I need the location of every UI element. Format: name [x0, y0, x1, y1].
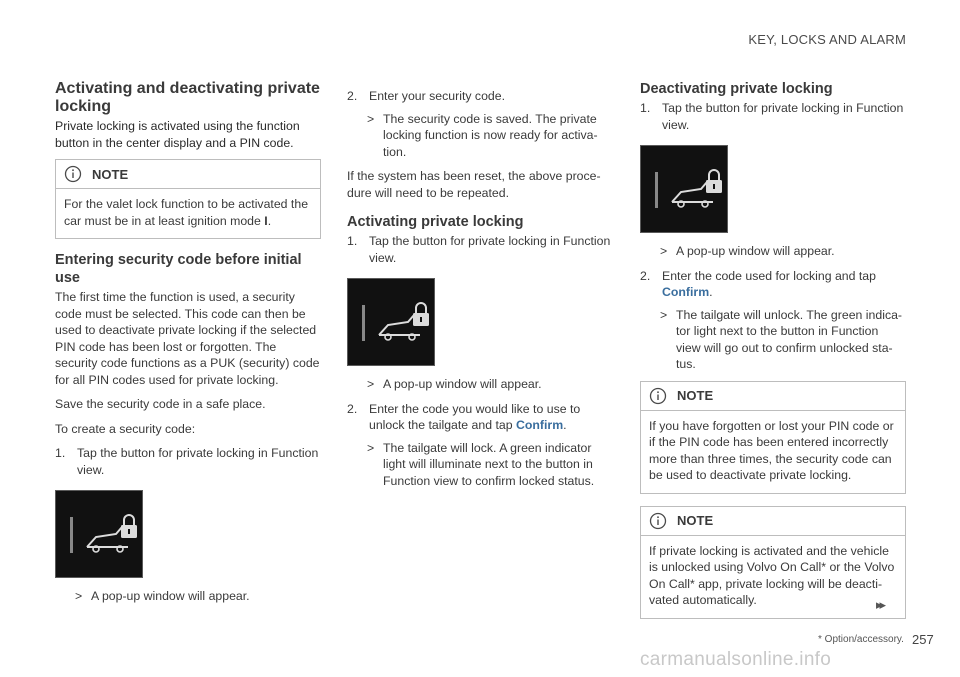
page-title	[55, 80, 321, 116]
result-arrow: >	[367, 440, 375, 455]
result-text: A pop-up window will appear.	[91, 589, 250, 603]
deactivate-step-1	[640, 100, 906, 133]
step-number: 1.	[55, 446, 66, 460]
step-number: 2.	[640, 268, 651, 283]
result-arrow: >	[660, 307, 668, 322]
step-1-result	[75, 588, 321, 605]
note-title: NOTE	[677, 388, 714, 403]
indicator-light	[362, 305, 365, 341]
activate-step-2	[347, 401, 613, 434]
result-text: The security code is saved. The private locking function is now ready for activa-tion.	[383, 111, 598, 159]
private-locking-button-image	[55, 490, 143, 578]
step-number: 1.	[640, 101, 651, 115]
step-text-post: .	[709, 285, 713, 299]
title-line-1: Activating and deactivating private	[55, 80, 320, 97]
note-box-valet	[55, 159, 321, 239]
step-number: 2.	[347, 89, 358, 103]
info-circle-icon	[649, 387, 667, 405]
tailgate-lock-icon	[376, 299, 432, 343]
indicator-light	[70, 517, 73, 553]
result-arrow: >	[367, 111, 375, 126]
deactivate-step-2-result	[660, 307, 906, 373]
step-text: Tap the button for private locking in Function view.	[369, 234, 611, 265]
note-text: For the valet lock function to be activated the car must be in at least ignition mode	[64, 197, 309, 228]
step-text	[369, 401, 613, 434]
step-text-post: .	[563, 418, 567, 432]
step-text-pre: Enter the code you would like to use to unlock the tailgate and tap	[369, 401, 581, 432]
note-title: NOTE	[92, 166, 129, 182]
private-locking-button-image	[347, 278, 435, 366]
confirm-label: Confirm	[516, 418, 564, 432]
column-right	[640, 80, 906, 631]
info-circle-icon	[649, 512, 667, 530]
note-title: NOTE	[677, 513, 714, 528]
result-arrow: >	[75, 589, 83, 603]
result-text: A pop-up window will appear.	[383, 377, 542, 391]
result-text: A pop-up window will appear.	[676, 244, 835, 258]
reset-text: If the system has been reset, the above proce-dure will need to be repeated.	[347, 169, 601, 200]
note-end: .	[267, 213, 272, 228]
result-arrow: >	[660, 244, 668, 258]
deactivating-heading: Deactivating private locking	[640, 81, 833, 97]
note-box-volvo-on-call	[640, 506, 906, 619]
activating-heading: Activating private locking	[347, 214, 524, 230]
activate-step-1-result	[367, 376, 613, 393]
step-number: 1.	[347, 234, 358, 248]
column-middle	[347, 88, 613, 497]
note-header	[56, 160, 320, 189]
step-2-result	[367, 111, 613, 161]
deactivate-step-2	[640, 268, 906, 301]
intro-text: Private locking is activated using the function button in the center display and a PIN code.	[55, 119, 300, 150]
tailgate-lock-icon	[84, 511, 140, 555]
save-text: Save the security code in a safe place.	[55, 397, 266, 411]
step-number: 2.	[347, 401, 358, 416]
step-text-pre: Enter the code used for locking and tap	[662, 268, 876, 283]
indicator-light	[655, 172, 658, 208]
step-text: Enter your security code.	[369, 89, 506, 103]
create-text: To create a security code:	[55, 421, 196, 436]
note-body: If private locking is activated and the vehicle is unlocked using Volvo On Call* or the Volvo On Call* app, private locking will be deacti-vated automatically.	[649, 543, 895, 607]
next-page-arrows-icon: ▸▸	[876, 597, 884, 612]
column-left	[55, 80, 321, 613]
note-header	[641, 507, 905, 536]
entering-text: The first time the function is used, a security code must be selected. This code can then be used to deactivate private locking if the selected PIN code has been lost or forgotten. The security code functions as a PUK (security) code for all PIN codes used for private locking.	[55, 290, 320, 387]
note-header	[641, 382, 905, 411]
info-circle-icon	[64, 165, 82, 183]
note-body	[56, 189, 320, 238]
deactivate-step-1-result	[660, 243, 906, 260]
result-text: The tailgate will unlock. The green indica-tor light next to the button in Function view will go out to confirm unlocked sta-tus.	[676, 307, 903, 371]
result-arrow: >	[367, 377, 375, 391]
activate-step-1	[347, 233, 613, 266]
page-number: 257	[912, 632, 934, 647]
ignition-mode: I	[264, 213, 268, 228]
entering-heading: Entering security code before initial use	[55, 252, 302, 286]
step-text	[662, 268, 906, 301]
activate-step-2-result	[367, 440, 613, 490]
tailgate-lock-icon	[669, 166, 725, 210]
note-body: If you have forgotten or lost your PIN code or if the PIN code has been entered incorrectly more than three times, the security code can be used to deactivate private locking.	[649, 418, 894, 482]
step-2	[347, 88, 613, 105]
step-text: Tap the button for private locking in Function view.	[77, 446, 319, 477]
section-header: KEY, LOCKS AND ALARM	[748, 32, 906, 47]
footnote: * Option/accessory.	[818, 634, 904, 645]
confirm-label: Confirm	[662, 285, 710, 299]
note-box-forgotten-pin	[640, 381, 906, 494]
private-locking-button-image	[640, 145, 728, 233]
result-text: The tailgate will lock. A green indicator light will illuminate next to the button in Function view to confirm locked status.	[383, 440, 595, 488]
title-line-2: locking	[55, 98, 112, 115]
step-1	[55, 445, 321, 478]
watermark: carmanualsonline.info	[640, 649, 832, 670]
step-text: Tap the button for private locking in Function view.	[662, 101, 904, 132]
